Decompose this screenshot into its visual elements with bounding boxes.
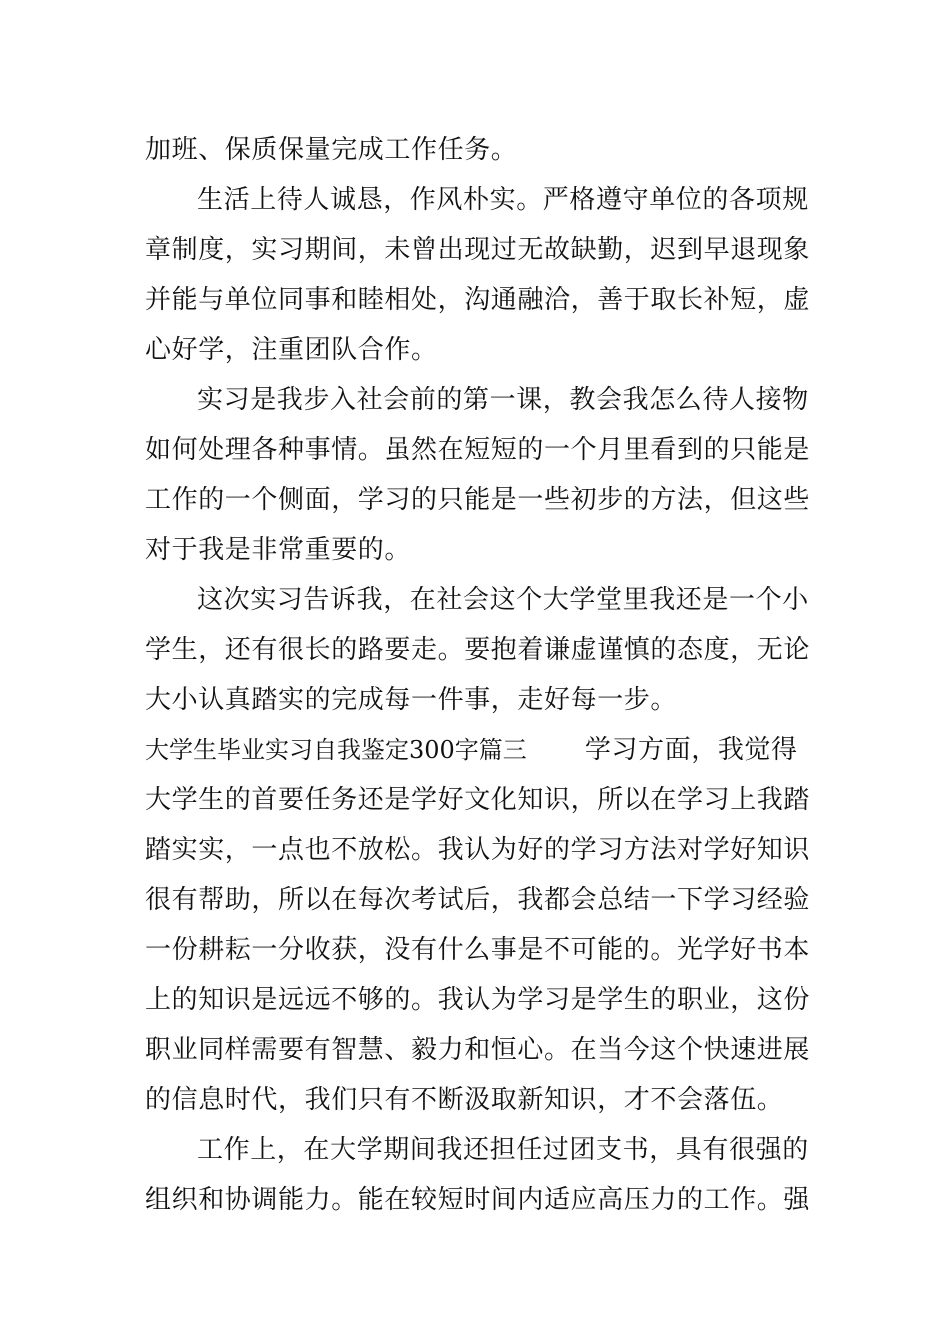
paragraph-start-line: 实习是我步入社会前的第一课，教会我怎么待人接物 — [197, 385, 809, 415]
section-heading: 大学生毕业实习自我鉴定300字篇三 — [145, 736, 527, 764]
text-line: 加班、保质保量完成工作任务。 — [145, 135, 518, 165]
text-line: 并能与单位同事和睦相处，沟通融洽，善于取长补短，虚 — [145, 285, 811, 315]
section-heading-line — [145, 728, 825, 772]
paragraph-start-text: 学习方面，我觉得 — [584, 735, 798, 765]
text-line: 组织和协调能力。能在较短时间内适应高压力的工作。强 — [145, 1185, 811, 1215]
text-line: 的信息时代，我们只有不断汲取新知识，才不会落伍。 — [145, 1085, 784, 1115]
text-line: 上的知识是远远不够的。我认为学习是学生的职业，这份 — [145, 985, 811, 1015]
text-line: 学生，还有很长的路要走。要抱着谦虚谨慎的态度，无论 — [145, 635, 811, 665]
text-line: 对于我是非常重要的。 — [145, 535, 412, 565]
text-line: 踏实实，一点也不放松。我认为好的学习方法对学好知识 — [145, 835, 811, 865]
paragraph-start-line: 这次实习告诉我，在社会这个大学堂里我还是一个小 — [197, 585, 809, 615]
text-line: 心好学，注重团队合作。 — [145, 335, 438, 365]
text-line: 很有帮助，所以在每次考试后，我都会总结一下学习经验 — [145, 885, 811, 915]
text-line: 一份耕耘一分收获，没有什么事是不可能的。光学好书本 — [145, 935, 811, 965]
paragraph-start-line: 工作上，在大学期间我还担任过团支书，具有很强的 — [197, 1135, 809, 1165]
paragraph-start-line: 生活上待人诚恳，作风朴实。严格遵守单位的各项规 — [197, 185, 809, 215]
text-line: 如何处理各种事情。虽然在短短的一个月里看到的只能是 — [145, 435, 811, 465]
text-line: 章制度，实习期间，未曾出现过无故缺勤，迟到早退现象 — [145, 235, 811, 265]
text-line: 大小认真踏实的完成每一件事，走好每一步。 — [145, 685, 678, 715]
text-line: 工作的一个侧面，学习的只能是一些初步的方法，但这些 — [145, 485, 811, 515]
text-line: 职业同样需要有智慧、毅力和恒心。在当今这个快速进展 — [145, 1035, 811, 1065]
text-line: 大学生的首要任务还是学好文化知识，所以在学习上我踏 — [145, 785, 811, 815]
